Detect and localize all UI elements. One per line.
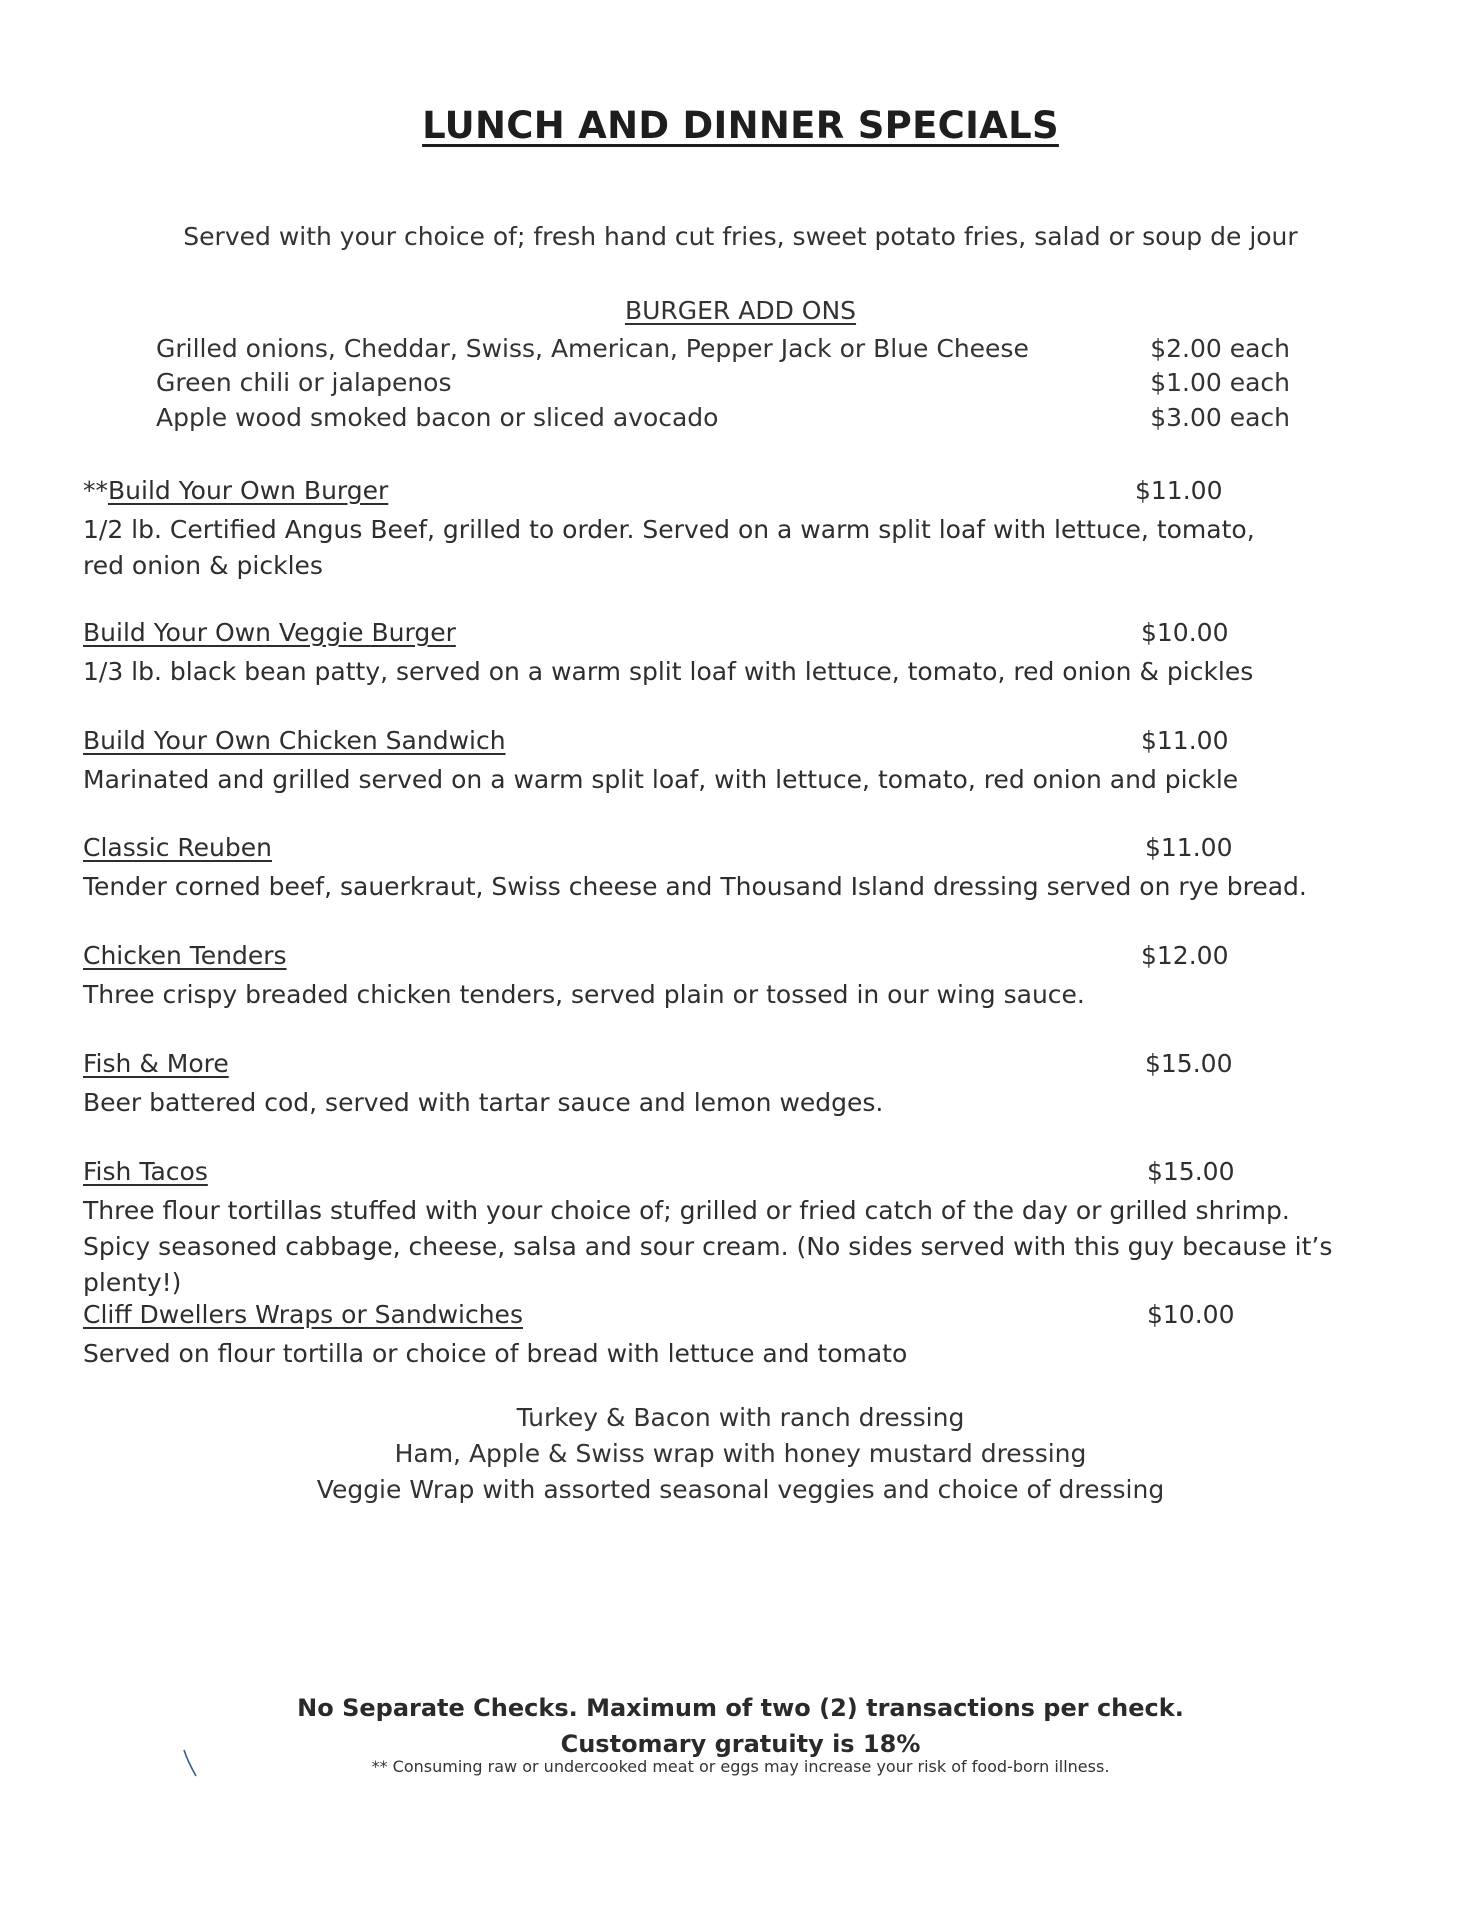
menu-item-price: $10.00 (1147, 1300, 1235, 1329)
menu-item-description: 1/2 lb. Certified Angus Beef, grilled to order. Served on a warm split loaf with lettuce, tomato, red onion & pickles (83, 515, 1255, 580)
menu-item-description: 1/3 lb. black bean patty, served on a warm split loaf with lettuce, tomato, red onion & pickles (83, 657, 1254, 686)
page-title (0, 104, 1481, 147)
menu-item-name (83, 1049, 229, 1078)
gratuity-notice: Customary gratuity is 18% (560, 1730, 921, 1758)
addons-heading (0, 296, 1481, 325)
page-title-text: LUNCH AND DINNER SPECIALS (422, 104, 1059, 147)
menu-item (83, 1049, 1343, 1121)
menu-item (83, 833, 1343, 905)
menu-item-description: Served on flour tortilla or choice of bread with lettuce and tomato (83, 1339, 908, 1368)
menu-item-name (83, 833, 272, 862)
menu-item-description: Three crispy breaded chicken tenders, served plain or tossed in our wing sauce. (83, 980, 1085, 1009)
check-policy (0, 1690, 1481, 1762)
addons-heading-text: BURGER ADD ONS (624, 296, 857, 325)
menu-item (83, 941, 1343, 1013)
addon-price: $3.00 each (1150, 403, 1290, 432)
menu-item-description: Beer battered cod, served with tartar sauce and lemon wedges. (83, 1088, 884, 1117)
menu-item-price: $15.00 (1145, 1049, 1233, 1078)
menu-item-name-text: Fish Tacos (83, 1157, 208, 1186)
menu-item-name (83, 618, 456, 647)
wrap-option: Veggie Wrap with assorted seasonal veggies and choice of dressing (316, 1475, 1165, 1504)
menu-item-name (83, 726, 506, 755)
separate-checks-notice: No Separate Checks. Maximum of two (2) transactions per check. (297, 1694, 1184, 1722)
menu-item (83, 1157, 1343, 1301)
food-safety-footnote: ** Consuming raw or undercooked meat or eggs may increase your risk of food-born illness. (371, 1757, 1110, 1776)
menu-item (83, 1300, 1343, 1372)
menu-item (83, 726, 1343, 798)
menu-item-name-text: Build Your Own Burger (108, 476, 389, 505)
addon-name: Green chili or jalapenos (156, 368, 452, 397)
menu-item-name-text: Build Your Own Veggie Burger (83, 618, 456, 647)
menu-item-name (83, 1300, 523, 1329)
addon-row (156, 403, 1290, 437)
menu-item-price: $11.00 (1145, 833, 1233, 862)
menu-item-name-text: Chicken Tenders (83, 941, 287, 970)
menu-item-name (83, 941, 287, 970)
menu-item (83, 476, 1343, 584)
addon-price: $1.00 each (1150, 368, 1290, 397)
menu-item-name-text: Build Your Own Chicken Sandwich (83, 726, 506, 755)
menu-item-price: $12.00 (1141, 941, 1229, 970)
wrap-option: Ham, Apple & Swiss wrap with honey mustard dressing (394, 1439, 1087, 1468)
menu-item-description: Three flour tortillas stuffed with your choice of; grilled or fried catch of the day or grilled shrimp. Spicy seasoned cabbage, cheese, salsa and sour cream. (No sides served with this guy because it’s plenty!) (83, 1196, 1333, 1297)
addon-price: $2.00 each (1150, 334, 1290, 363)
addon-name: Apple wood smoked bacon or sliced avocado (156, 403, 719, 432)
menu-item-price: $15.00 (1147, 1157, 1235, 1186)
wrap-option: Turkey & Bacon with ranch dressing (516, 1403, 965, 1432)
menu-item-name-text: Fish & More (83, 1049, 229, 1078)
menu-item-price: $11.00 (1135, 476, 1223, 505)
menu-item-name-text: Classic Reuben (83, 833, 272, 862)
menu-item-description: Marinated and grilled served on a warm split loaf, with lettuce, tomato, red onion and pickle (83, 765, 1239, 794)
pen-stroke-mark (182, 1748, 198, 1778)
menu-item-name (83, 1157, 208, 1186)
raw-meat-marker: ** (83, 476, 108, 505)
menu-item-description: Tender corned beef, sauerkraut, Swiss cheese and Thousand Island dressing served on rye bread. (83, 872, 1307, 901)
sides-note: Served with your choice of; fresh hand cut fries, sweet potato fries, salad or soup de jour (183, 222, 1298, 251)
menu-item-price: $11.00 (1141, 726, 1229, 755)
menu-item (83, 618, 1343, 690)
menu-item-name (83, 476, 388, 505)
addon-row (156, 368, 1290, 402)
menu-item-name-text: Cliff Dwellers Wraps or Sandwiches (83, 1300, 523, 1329)
wrap-options (0, 1400, 1481, 1508)
menu-item-price: $10.00 (1141, 618, 1229, 647)
addon-name: Grilled onions, Cheddar, Swiss, American, Pepper Jack or Blue Cheese (156, 334, 1029, 363)
addon-row (156, 334, 1290, 368)
